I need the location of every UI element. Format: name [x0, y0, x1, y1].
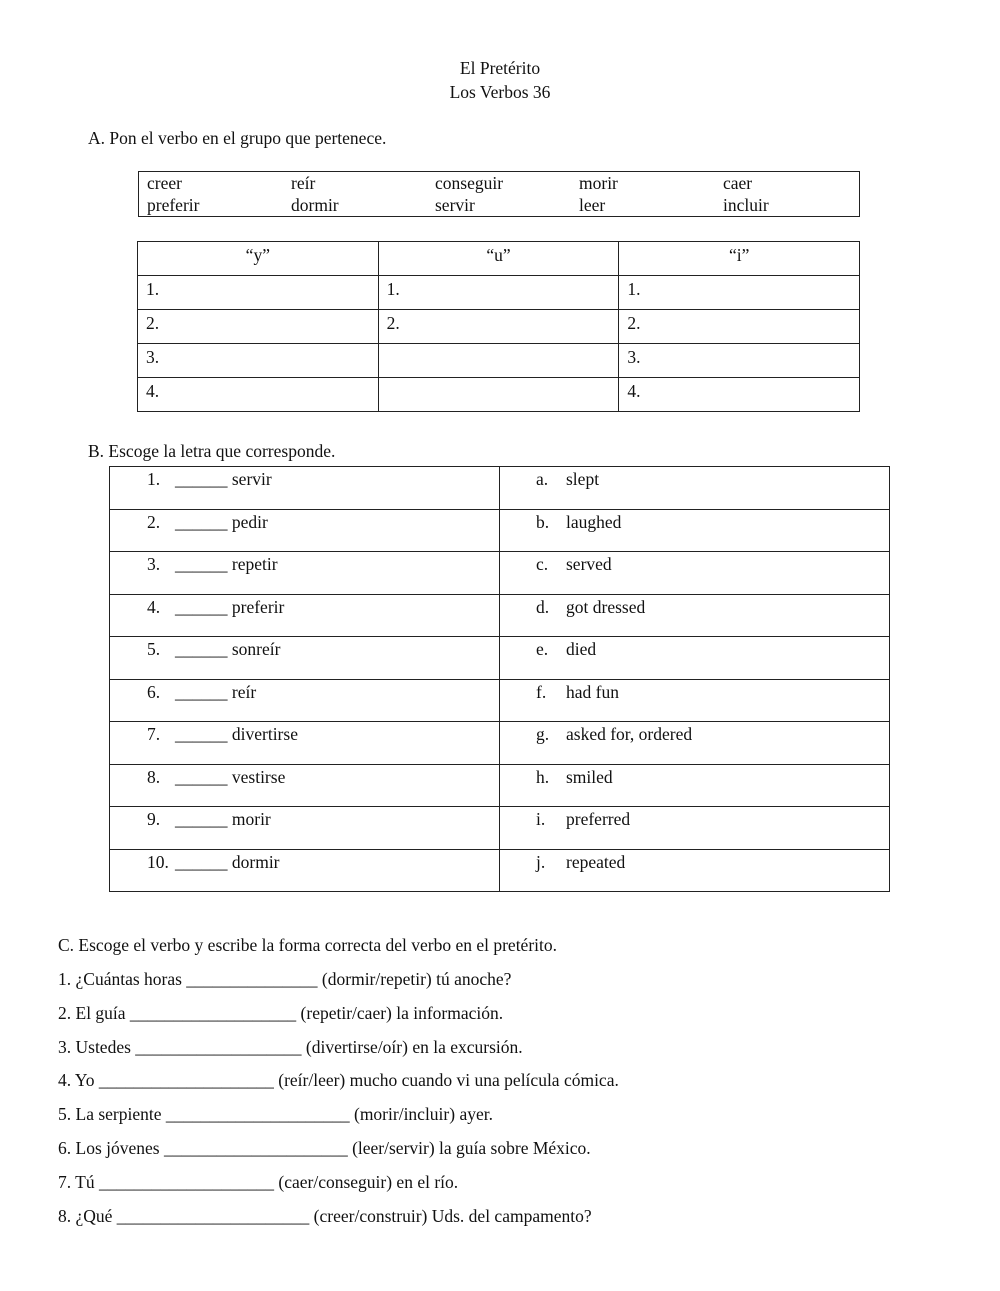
fill-in-item: 4. Yo ____________________ (reír/leer) mucho cuando vi una película cómica.: [58, 1070, 619, 1090]
word-bank-word: servir: [435, 195, 475, 215]
page-subtitle: Los Verbos 36: [449, 82, 551, 102]
spanish-verb: reír: [231, 681, 257, 702]
verb-cell: [110, 722, 500, 765]
answer-cell[interactable]: 1.: [619, 276, 860, 310]
spanish-verb: preferir: [231, 596, 285, 617]
option-letter: b.: [536, 511, 550, 532]
item-number: 2.: [147, 511, 161, 532]
word-bank-word: incluir: [723, 195, 769, 215]
spanish-verb: dormir: [231, 851, 280, 872]
word-bank-word: caer: [723, 173, 753, 193]
matching-row: [110, 807, 890, 850]
english-meaning: repeated: [566, 851, 626, 872]
answer-blank[interactable]: ______: [175, 766, 228, 787]
english-meaning: died: [566, 639, 597, 659]
english-meaning: asked for, ordered: [566, 724, 693, 744]
word-bank: [138, 171, 860, 217]
answer-cell[interactable]: 2.: [378, 310, 619, 344]
word-bank-word: dormir: [291, 195, 339, 215]
meaning-cell: [500, 637, 890, 680]
verb-group-row: [138, 310, 860, 344]
fill-in-item: 7. Tú ____________________ (caer/conseguir) en el río.: [58, 1172, 459, 1192]
verb-cell: [110, 594, 500, 637]
spanish-verb: divertirse: [231, 724, 298, 744]
english-meaning: preferred: [566, 809, 631, 829]
fill-in-item: 6. Los jóvenes _____________________ (leer/servir) la guía sobre México.: [58, 1138, 591, 1158]
matching-row: [110, 849, 890, 892]
verb-group-table: [137, 241, 860, 412]
meaning-cell: [500, 807, 890, 850]
item-number: 8.: [147, 766, 161, 787]
english-meaning: had fun: [566, 681, 619, 702]
matching-row: [110, 552, 890, 595]
english-meaning: laughed: [566, 511, 622, 532]
word-bank-word: conseguir: [435, 173, 504, 193]
word-bank-row: [139, 172, 860, 195]
matching-row: [110, 594, 890, 637]
answer-blank[interactable]: ______: [175, 851, 228, 872]
meaning-cell: [500, 509, 890, 552]
word-bank-word: leer: [579, 195, 606, 215]
english-meaning: smiled: [566, 766, 613, 787]
option-letter: h.: [536, 766, 550, 787]
matching-row: [110, 467, 890, 510]
answer-cell[interactable]: 4.: [138, 378, 379, 412]
answer-blank[interactable]: ______: [175, 554, 228, 574]
fill-in-item: 2. El guía ___________________ (repetir/caer) la información.: [58, 1003, 504, 1023]
answer-blank[interactable]: ______: [175, 639, 228, 659]
word-bank-word: morir: [579, 173, 618, 193]
option-letter: c.: [536, 554, 549, 574]
matching-row: [110, 764, 890, 807]
item-number: 6.: [147, 681, 161, 702]
item-number: 1.: [147, 469, 161, 489]
english-meaning: slept: [566, 469, 600, 489]
meaning-cell: [500, 552, 890, 595]
verb-group-row: [138, 344, 860, 378]
word-bank-word: creer: [147, 173, 182, 193]
matching-table: [109, 466, 890, 892]
spanish-verb: vestirse: [231, 766, 286, 787]
meaning-cell: [500, 849, 890, 892]
word-bank-word: preferir: [147, 195, 200, 215]
answer-cell[interactable]: 2.: [138, 310, 379, 344]
verb-cell: [110, 637, 500, 680]
answer-blank[interactable]: ______: [175, 511, 228, 532]
verb-cell: [110, 807, 500, 850]
item-number: 5.: [147, 639, 161, 659]
meaning-cell: [500, 679, 890, 722]
section-c-instruction: C. Escoge el verbo y escribe la forma correcta del verbo en el pretérito.: [58, 935, 558, 955]
fill-in-item: 5. La serpiente _____________________ (morir/incluir) ayer.: [58, 1104, 493, 1124]
meaning-cell: [500, 467, 890, 510]
spanish-verb: morir: [231, 809, 271, 829]
answer-blank[interactable]: ______: [175, 596, 228, 617]
answer-cell[interactable]: 3.: [138, 344, 379, 378]
answer-blank[interactable]: ______: [175, 681, 228, 702]
column-header-i: “i”: [619, 242, 860, 276]
item-number: 3.: [147, 554, 161, 574]
column-header-y: “y”: [138, 242, 379, 276]
meaning-cell: [500, 764, 890, 807]
answer-cell[interactable]: 1.: [138, 276, 379, 310]
verb-cell: [110, 552, 500, 595]
column-header-u: “u”: [378, 242, 619, 276]
english-meaning: got dressed: [566, 596, 646, 617]
option-letter: f.: [536, 681, 547, 702]
section-b-instruction: B. Escoge la letra que corresponde.: [88, 441, 336, 461]
verb-cell: [110, 679, 500, 722]
option-letter: d.: [536, 596, 550, 617]
empty-cell: [378, 344, 619, 378]
verb-group-header-row: [138, 242, 860, 276]
empty-cell: [378, 378, 619, 412]
option-letter: e.: [536, 639, 549, 659]
meaning-cell: [500, 722, 890, 765]
option-letter: i.: [536, 809, 546, 829]
answer-cell[interactable]: 2.: [619, 310, 860, 344]
meaning-cell: [500, 594, 890, 637]
word-bank-word: reír: [291, 173, 316, 193]
spanish-verb: repetir: [231, 554, 278, 574]
fill-in-item: 1. ¿Cuántas horas _______________ (dormir/repetir) tú anoche?: [58, 969, 512, 989]
fill-in-item: 8. ¿Qué ______________________ (creer/construir) Uds. del campamento?: [58, 1206, 592, 1226]
verb-cell: [110, 849, 500, 892]
section-a-instruction: A. Pon el verbo en el grupo que pertenece.: [88, 128, 387, 148]
item-number: 7.: [147, 724, 161, 744]
answer-blank[interactable]: ______: [175, 724, 228, 744]
page-title: El Pretérito: [459, 58, 541, 78]
spanish-verb: sonreír: [231, 639, 281, 659]
item-number: 10.: [147, 851, 169, 872]
matching-row: [110, 679, 890, 722]
spanish-verb: servir: [231, 469, 272, 489]
matching-row: [110, 637, 890, 680]
spanish-verb: pedir: [231, 511, 268, 532]
item-number: 9.: [147, 809, 161, 829]
option-letter: a.: [536, 469, 549, 489]
verb-cell: [110, 467, 500, 510]
answer-blank[interactable]: ______: [175, 469, 228, 489]
verb-group-row: [138, 276, 860, 310]
matching-row: [110, 509, 890, 552]
item-number: 4.: [147, 596, 161, 617]
word-bank-row: [139, 194, 860, 217]
matching-row: [110, 722, 890, 765]
answer-cell[interactable]: 3.: [619, 344, 860, 378]
answer-cell[interactable]: 1.: [378, 276, 619, 310]
english-meaning: served: [566, 554, 612, 574]
option-letter: g.: [536, 724, 550, 744]
verb-group-row: [138, 378, 860, 412]
fill-in-item: 3. Ustedes ___________________ (divertirse/oír) en la excursión.: [58, 1037, 523, 1057]
option-letter: j.: [536, 851, 546, 872]
verb-cell: [110, 764, 500, 807]
answer-cell[interactable]: 4.: [619, 378, 860, 412]
answer-blank[interactable]: ______: [175, 809, 228, 829]
verb-cell: [110, 509, 500, 552]
